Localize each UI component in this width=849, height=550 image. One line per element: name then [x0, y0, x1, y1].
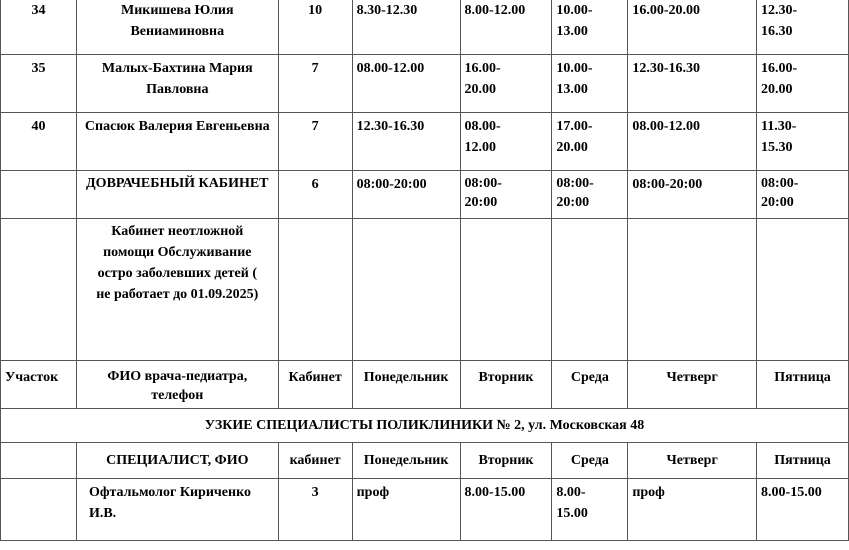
- monday-hours: 08:00-20:00: [352, 171, 460, 219]
- wednesday-hours: 10.00- 13.00: [552, 55, 628, 113]
- tuesday-hours: [460, 219, 552, 361]
- district-number: [1, 171, 77, 219]
- header-cabinet: кабинет: [278, 443, 352, 479]
- header-tuesday: Вторник: [460, 443, 552, 479]
- tuesday-hours: 08:00- 20:00: [460, 171, 552, 219]
- header-specialist: СПЕЦИАЛИСТ, ФИО: [76, 443, 278, 479]
- wednesday-hours: 17.00- 20.00: [552, 113, 628, 171]
- thursday-hours: 16.00-20.00: [628, 0, 757, 55]
- thursday-hours: проф: [628, 479, 757, 541]
- friday-hours: [757, 219, 849, 361]
- header-tuesday: Вторник: [460, 361, 552, 409]
- header-thursday: Четверг: [628, 361, 757, 409]
- tuesday-hours: 08.00- 12.00: [460, 113, 552, 171]
- district-number: 34: [1, 0, 77, 55]
- table-row: [1, 171, 849, 219]
- wednesday-hours: 10.00- 13.00: [552, 0, 628, 55]
- table-row: [1, 113, 849, 171]
- friday-hours: 08:00- 20:00: [757, 171, 849, 219]
- header-wednesday: Среда: [552, 443, 628, 479]
- thursday-hours: 08:00-20:00: [628, 171, 757, 219]
- header-friday: Пятница: [757, 443, 849, 479]
- header-wednesday: Среда: [552, 361, 628, 409]
- column-header-row: [1, 443, 849, 479]
- monday-hours: [352, 219, 460, 361]
- district-number: 35: [1, 55, 77, 113]
- friday-hours: 16.00- 20.00: [757, 55, 849, 113]
- cabinet-name: ДОВРАЧЕБНЫЙ КАБИНЕТ: [76, 171, 278, 219]
- doctor-name: Микишева Юлия Вениаминовна: [76, 0, 278, 55]
- district-number: [1, 479, 77, 541]
- cabinet-number: 10: [278, 0, 352, 55]
- cabinet-number: [278, 219, 352, 361]
- tuesday-hours: 8.00-15.00: [460, 479, 552, 541]
- header-district: [1, 443, 77, 479]
- specialist-name: Офтальмолог Кириченко И.В.: [76, 479, 278, 541]
- tuesday-hours: 8.00-12.00: [460, 0, 552, 55]
- table-row: [1, 219, 849, 361]
- thursday-hours: 12.30-16.30: [628, 55, 757, 113]
- table-row: [1, 479, 849, 541]
- thursday-hours: 08.00-12.00: [628, 113, 757, 171]
- wednesday-hours: 08:00- 20:00: [552, 171, 628, 219]
- header-monday: Понедельник: [352, 443, 460, 479]
- monday-hours: 12.30-16.30: [352, 113, 460, 171]
- cabinet-name: Кабинет неотложной помощи Обслуживание остро заболевших детей ( не работает до 01.09.2025): [76, 219, 278, 361]
- district-number: 40: [1, 113, 77, 171]
- header-doctor: ФИО врача-педиатра, телефон: [76, 361, 278, 409]
- section-title-row: [1, 409, 849, 443]
- friday-hours: 11.30- 15.30: [757, 113, 849, 171]
- district-number: [1, 219, 77, 361]
- section-title: УЗКИЕ СПЕЦИАЛИСТЫ ПОЛИКЛИНИКИ № 2, ул. Московская 48: [1, 409, 849, 443]
- header-district: Участок: [1, 361, 77, 409]
- friday-hours: 8.00-15.00: [757, 479, 849, 541]
- tuesday-hours: 16.00- 20.00: [460, 55, 552, 113]
- wednesday-hours: 8.00- 15.00: [552, 479, 628, 541]
- doctor-name: Спасюк Валерия Евгеньевна: [76, 113, 278, 171]
- thursday-hours: [628, 219, 757, 361]
- table-row: [1, 55, 849, 113]
- monday-hours: проф: [352, 479, 460, 541]
- cabinet-number: 7: [278, 55, 352, 113]
- wednesday-hours: [552, 219, 628, 361]
- header-cabinet: Кабинет: [278, 361, 352, 409]
- cabinet-number: 6: [278, 171, 352, 219]
- cabinet-number: 7: [278, 113, 352, 171]
- header-monday: Понедельник: [352, 361, 460, 409]
- cabinet-number: 3: [278, 479, 352, 541]
- monday-hours: 8.30-12.30: [352, 0, 460, 55]
- header-friday: Пятница: [757, 361, 849, 409]
- monday-hours: 08.00-12.00: [352, 55, 460, 113]
- column-header-row: [1, 361, 849, 409]
- header-thursday: Четверг: [628, 443, 757, 479]
- doctor-name: Малых-Бахтина Мария Павловна: [76, 55, 278, 113]
- table-row: [1, 0, 849, 55]
- friday-hours: 12.30- 16.30: [757, 0, 849, 55]
